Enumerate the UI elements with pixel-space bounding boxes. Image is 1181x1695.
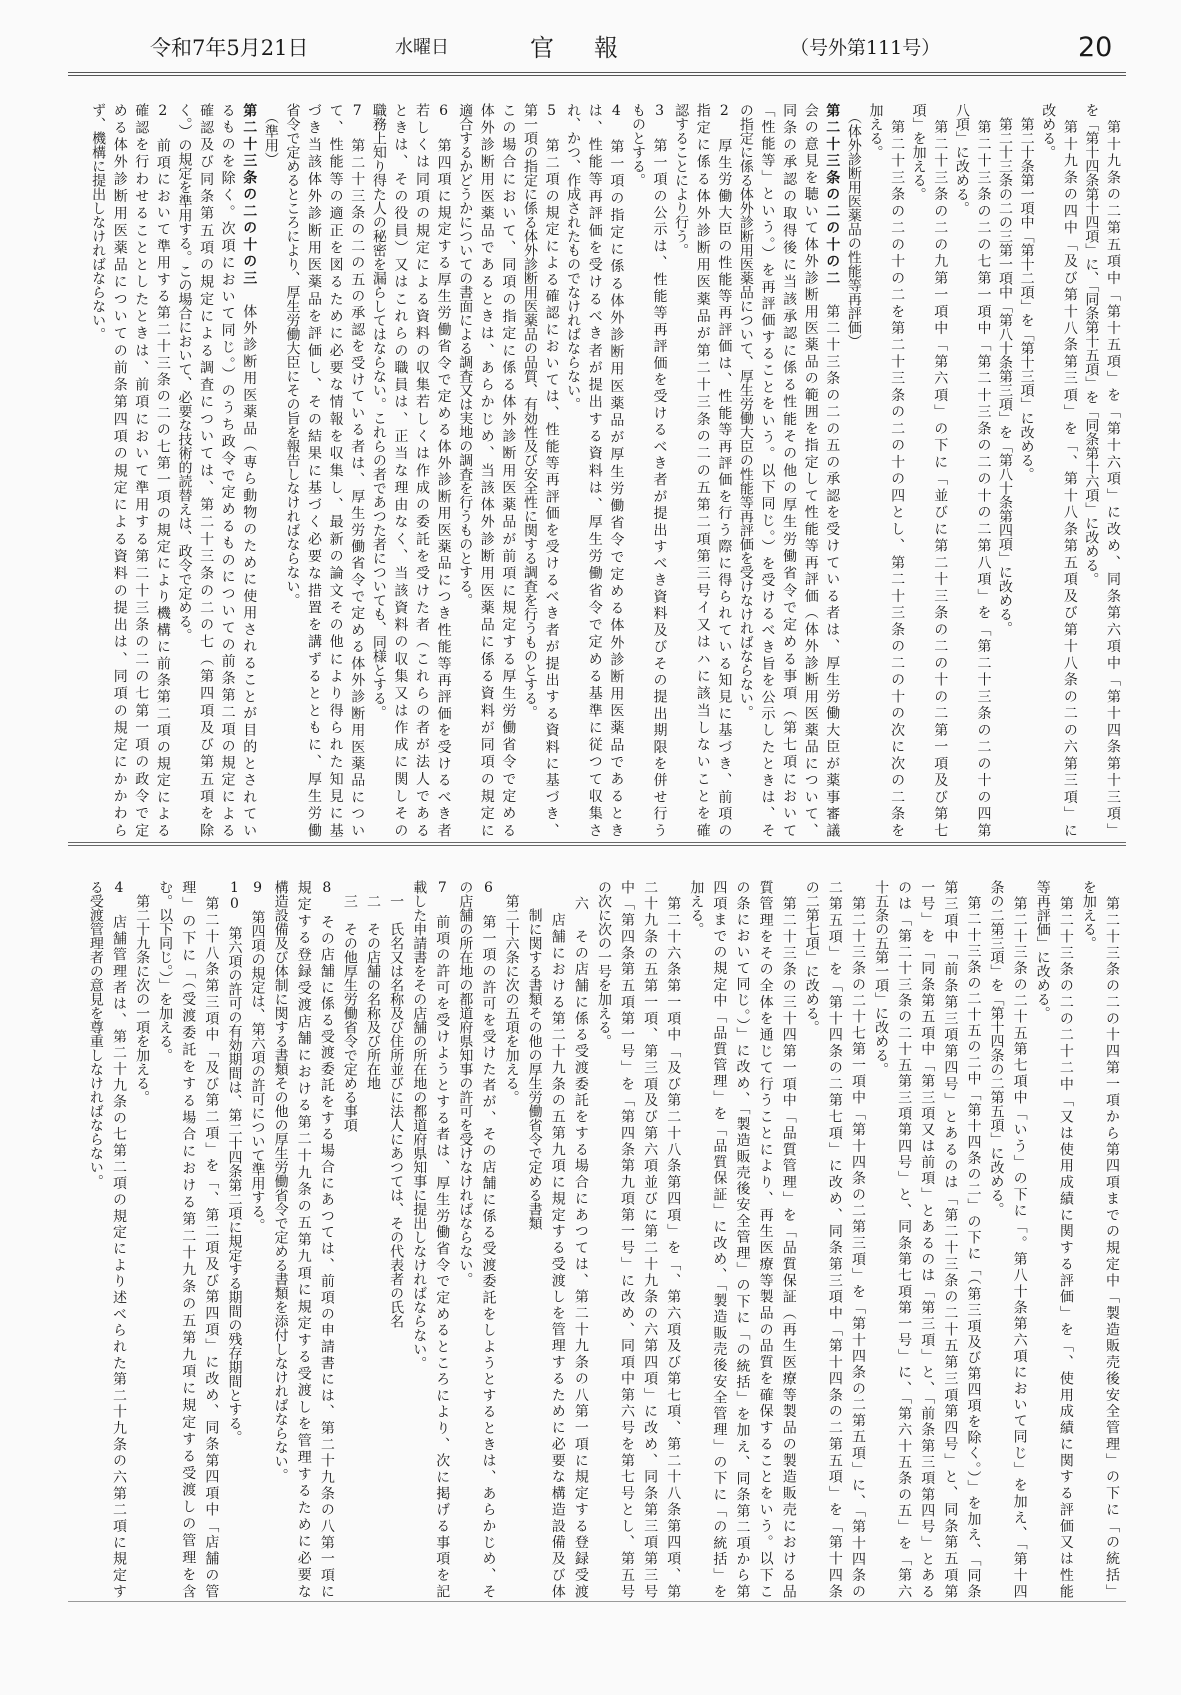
text-line: 等再評価」に改める。	[1034, 880, 1051, 1020]
text-line: 十五条の五第一項」に改める。	[873, 880, 890, 1076]
text-line: 7 第二十三条の二の五の承認を受けている者は、厚生労働省令で定める体外診断用医薬品につい	[349, 103, 366, 837]
issue-date: 令和7年5月21日	[150, 36, 309, 60]
text-line: 4 第一項の指定に係る体外診断用医薬品が厚生労働省令で定める体外診断用医薬品であるとき	[608, 103, 625, 837]
section-divider	[68, 842, 1126, 846]
gazette-title: 官報	[530, 34, 658, 62]
text-line: 第十九条の四中「及び第十八条第三項」を「、第十八条第五項及び第十八条の二の六第三項」に	[1061, 103, 1078, 837]
text-line: 適合するかどうかについての書面による調査又は実地の調査を行うものとする。	[457, 103, 474, 607]
text-line: 7 前項の許可を受けようとする者は、厚生労働省令で定めるところにより、次に掲げる事項を記	[434, 880, 451, 1598]
text-line: 第二十八条第三項中「及び第二項」を「、第二項及び第四項」に改め、同条第四項中「店舗の管	[203, 880, 220, 1598]
text-line: 二十九条の五第一項、第三項及び第六項並びに第二十九条の六第四項」に改め、同条第三項第三号	[642, 880, 659, 1598]
text-line: 二 その店舗の名称及び所在地	[365, 880, 381, 1090]
text-line: 3 第一項の公示は、性能等再評価を受けるべき者が提出すべき資料及びその提出期限を併せ行う	[651, 103, 668, 837]
text-line: 4 店舗管理者は、第二十九条の七第二項の規定により述べられた第二十九条の六第二項に規定す	[110, 880, 127, 1598]
text-line: 規定する登録受渡店舗における第二十九条の五第九項に規定する受渡しを管理するために必要な	[295, 880, 312, 1598]
lower-text-block	[83, 880, 1123, 1598]
text-line: 一 氏名又は名称及び住所並びに法人にあつては、その代表者の氏名	[388, 880, 405, 1328]
text-line: れ、かつ、作成されたものでなければならない。	[565, 103, 582, 411]
text-line: 四項までの規定中「品質管理」を「品質保証」に改め、「製造販売後安全管理」の下に「の統括」を	[711, 880, 728, 1598]
text-line: 体外診断用医薬品であるときは、あらかじめ、当該体外診断用医薬品に係る資料が同項の規定に	[478, 103, 495, 837]
text-line: 構造設備及び体制に関する書類その他の厚生労働省令で定める書類を添付しなければならない。	[272, 880, 289, 1482]
text-line: 「性能等」という。）を再評価することをいう。以下同じ。）を受けるべき旨を公示したときは、そ	[759, 103, 776, 837]
text-line: づき当該体外診断用医薬品を評価し、その結果に基づく必要な措置を講ずるとともに、厚生労働	[306, 103, 323, 837]
text-line: く。）の規定を準用する。この場合において、必要な技術的読替えは、政令で定める。	[176, 103, 193, 642]
text-line: 職務上知り得た人の秘密を漏らしてはならない。これらの者であつた者についても、同様とする。	[370, 103, 387, 719]
text-line: の条において同じ。）」に改め、「製造販売後安全管理」の下に「の統括」を加え、同条第二項から第	[734, 880, 751, 1598]
text-line: 第二十三条の二の三第一項中「第八十条第三項」を「第八十条第四項」に改める。	[997, 103, 1014, 635]
text-line: 2 厚生労働大臣の性能等再評価は、性能等再評価を行う際に得られている知見に基づき、前項の	[716, 103, 733, 837]
article-text: 体外診断用医薬品（専ら動物のために使用されることが目的とされてい	[241, 287, 258, 837]
article-heading: 第二十三条の二の十の三	[241, 103, 258, 288]
text-line: 店舗における第二十九条の五第九項に規定する受渡しを管理するために必要な構造設備及び体	[549, 880, 566, 1598]
text-line: 6 第一項の許可を受けた者が、その店舗に係る受渡委託をしようとするときは、あらかじめ、そ	[480, 880, 497, 1598]
text-line: のは「第二十三条の二十五第三項第四号」と、同条第七項第一号」に、「第六十五条の五」を「第六	[896, 880, 913, 1598]
text-line: 一号」を「同条第五項中「第三項又は前項」とあるのは「第三項」と、「前条第三項第四号」とある	[919, 880, 936, 1598]
issue-number: （号外第111号）	[790, 37, 941, 59]
text-line: の二第七項」に改める。	[803, 880, 820, 1034]
text-line: 第二十三条の二の十四第一項から第四項までの規定中「製造販売後安全管理」の下に「の統括」	[1104, 880, 1120, 1598]
text-line: 第二十九条に次の一項を加える。	[134, 880, 151, 1104]
text-line: を「第十四条第十四項」に、「同条第十五項」を「同条第十六項」に改める。	[1083, 103, 1100, 586]
text-line: 加える。	[867, 103, 884, 159]
text-line: 2 前項において準用する第二十三条の二の七第一項の規定により機構に前条第二項の規定による	[154, 103, 171, 837]
text-line: （準用）	[262, 103, 279, 166]
text-line: 理」の下に「（受渡委託をする場合における第二十九条の五第九項に規定する受渡しの管理を含	[180, 880, 197, 1598]
text-line: 第二十三条の二の九第一項中「第六項」の下に「並びに第二十三条の二の十の二第一項及び第七	[932, 103, 949, 837]
text-line: の指定に係る体外診断用医薬品について、厚生労働大臣の性能等再評価を受けなければならない。	[737, 103, 754, 719]
text-line: 二第五項」を「第十四条の二第七項」に改め、同条第三項中「第十四条の二第五項」を「第十四条	[826, 880, 843, 1598]
issue-weekday: 水曜日	[395, 37, 449, 58]
page-number: 20	[1078, 32, 1113, 63]
text-line: 6 第四項に規定する厚生労働省令で定める体外診断用医薬品につき性能等再評価を受けるべき者	[435, 103, 452, 837]
text-line: 認することにより行う。	[673, 103, 690, 257]
text-line: 第二十六条に次の五項を加える。	[503, 880, 520, 1104]
text-line: 5 第二項の規定による確認においては、性能等再評価を受けるべき者が提出する資料に基づき、	[543, 103, 560, 837]
text-line: ものとする。	[629, 103, 646, 187]
text-line: 第二十三条の三十四第一項中「品質管理」を「品質保証（再生医療等製品の製造販売における品	[780, 880, 797, 1598]
article-heading: 第二十三条の二の十の二	[824, 103, 841, 288]
text-line: 条の二第三項」を「第十四条の二第五項」に改める。	[988, 880, 1005, 1216]
text-line: 第一項の指定に係る体外診断用医薬品の品質、有効性及び安全性に関する調査を行うものとする。	[521, 103, 538, 719]
text-line: ず、機構に提出しなければならない。	[90, 103, 107, 341]
text-line: の店舗の所在地の都道府県知事の許可を受けなければならない。	[457, 880, 474, 1286]
text-line: は、性能等再評価を受けるべき者が提出する資料は、厚生労働省令で定める基準に従つて収集さ	[586, 103, 603, 837]
text-line	[238, 103, 260, 837]
text-line: この場合において、同項の指定に係る体外診断用医薬品が前項に規定する厚生労働省令で定める	[500, 103, 517, 837]
text-line: 10 第六項の許可の有効期間は、第二十四条第二項に規定する期間の残存期間とする。	[226, 880, 243, 1444]
text-line: 指定に係る体外診断用医薬品が第二十三条の二の五第二項第三号イ又はハに該当しないことを確	[694, 103, 711, 837]
text-line: 8 その店舗に係る受渡委託をする場合にあつては、前項の申請書には、第二十九条の八第一項に	[318, 880, 335, 1598]
text-line: 第二十三条の二十七第一項中「第十四条の二第三項」を「第十四条の二第五項」に、「第十四条の	[849, 880, 866, 1598]
text-line: 第二十条第一項中「第十二項」を「第十三項」に改める。	[1018, 103, 1035, 481]
text-line: ときは、その役員）又はこれらの職員は、正当な理由なく、当該資料の収集又は作成に関しその	[392, 103, 409, 837]
text-line: る受渡管理者の意見を尊重しなければならない。	[87, 880, 104, 1188]
text-line	[821, 103, 843, 837]
text-line: 省令で定めるところにより、厚生労働大臣にその旨を報告しなければならない。	[284, 103, 301, 607]
upper-text-block	[83, 103, 1123, 837]
text-line: 項」を加える。	[910, 103, 927, 201]
text-line: 改める。	[1040, 103, 1057, 159]
text-line: 第二十三条の二十五の二中「第十四条の二」の下に「（第三項及び第四項を除く。）」を加え、「同条	[965, 880, 982, 1598]
text-line: 六 その店舗に係る受渡委託をする場合にあつては、第二十九条の八第一項に規定する登録受渡	[572, 880, 589, 1598]
text-line: 制に関する書類その他の厚生労働省令で定める書類	[526, 880, 543, 1230]
text-line: 第十九条の二第五項中「第十五項」を「第十六項」に改め、同条第六項中「第十四条第十三項」	[1105, 103, 1121, 837]
text-line: 中「第四条第五項第一号」を「第四条第九項第一号」に改め、同項中第六号を第七号とし、第五号	[619, 880, 636, 1598]
text-line: む。以下同じ。）」を加える。	[157, 880, 174, 1062]
text-line: るものを除く。次項において同じ。）のうち政令で定めるものについての前条第二項の規定による	[219, 103, 236, 837]
text-line: 確認及び同条第五項の規定による調査については、第二十三条の二の七（第四項及び第五項を除	[198, 103, 215, 837]
text-line: 三 その他厚生労働省令で定める事項	[341, 880, 358, 1132]
text-line: （体外診断用医薬品の性能等再評価）	[845, 103, 862, 348]
text-line: 会の意見を聴いて体外診断用医薬品の範囲を指定して性能等再評価（体外診断用医薬品について、	[802, 103, 819, 837]
text-line: 第三項中「前条第三項第四号」とあるのは「第二十三条の二十五第三項第四号」と、同条第五項第	[942, 880, 959, 1598]
gazette-header	[0, 28, 1181, 68]
text-line: 八項」に改める。	[953, 103, 970, 215]
header-divider	[68, 72, 1126, 76]
text-line: 同条の承認の取得後に当該承認に係る性能その他の厚生労働省令で定める事項（第七項において	[781, 103, 798, 837]
text-line: 第二十六条第一項中「及び第二十八条第四項」を「、第六項及び第七項、第二十八条第四項、第	[665, 880, 682, 1598]
footer-divider	[68, 1601, 1126, 1602]
text-line: 9 第四項の規定は、第六項の許可について準用する。	[249, 880, 266, 1232]
text-line: 第二十三条の二の二十二中「又は使用成績に関する評価」を「、使用成績に関する評価又は性能	[1057, 880, 1074, 1598]
text-line: 第二十三条の二十五第七項中「いう」の下に「。第八十条第六項において同じ」を加え、「第十四	[1011, 880, 1028, 1598]
text-line: て、性能等の適正を図るために必要な情報を収集し、最新の論文その他により得られた知見に基	[327, 103, 344, 837]
text-line: 加える。	[688, 880, 705, 936]
article-text: 第二十三条の二の五の承認を受けている者は、厚生労働大臣が薬事審議	[824, 287, 841, 837]
text-line: 若しくは同項の規定による資料の収集若しくは作成の委託を受けた者（これらの者が法人である	[414, 103, 430, 837]
text-line: 確認を行わせることとしたときは、前項において準用する第二十三条の二の七第一項の政令で定	[133, 103, 150, 837]
text-line: の次に次の一号を加える。	[595, 880, 612, 1048]
text-line: める体外診断用医薬品についての前条第四項の規定による資料の提出は、同項の規定にかかわら	[111, 103, 128, 837]
text-line: 質管理をその全体を通じて行うことにより、再生医療等製品の品質を確保することをいう。以下こ	[757, 880, 774, 1598]
text-line: 載した申請書をその店舗の所在地の都道府県知事に提出しなければならない。	[411, 880, 428, 1370]
text-line: 第二十三条の二の十の二を第二十三条の二の十の四とし、第二十三条の二の十の次に次の二条を	[889, 103, 906, 837]
text-line: 第二十三条の二の七第一項中「第二十三条の二の十の二第八項」を「第二十三条の二の十の四第	[975, 103, 992, 837]
text-line: を加える。	[1080, 880, 1097, 950]
